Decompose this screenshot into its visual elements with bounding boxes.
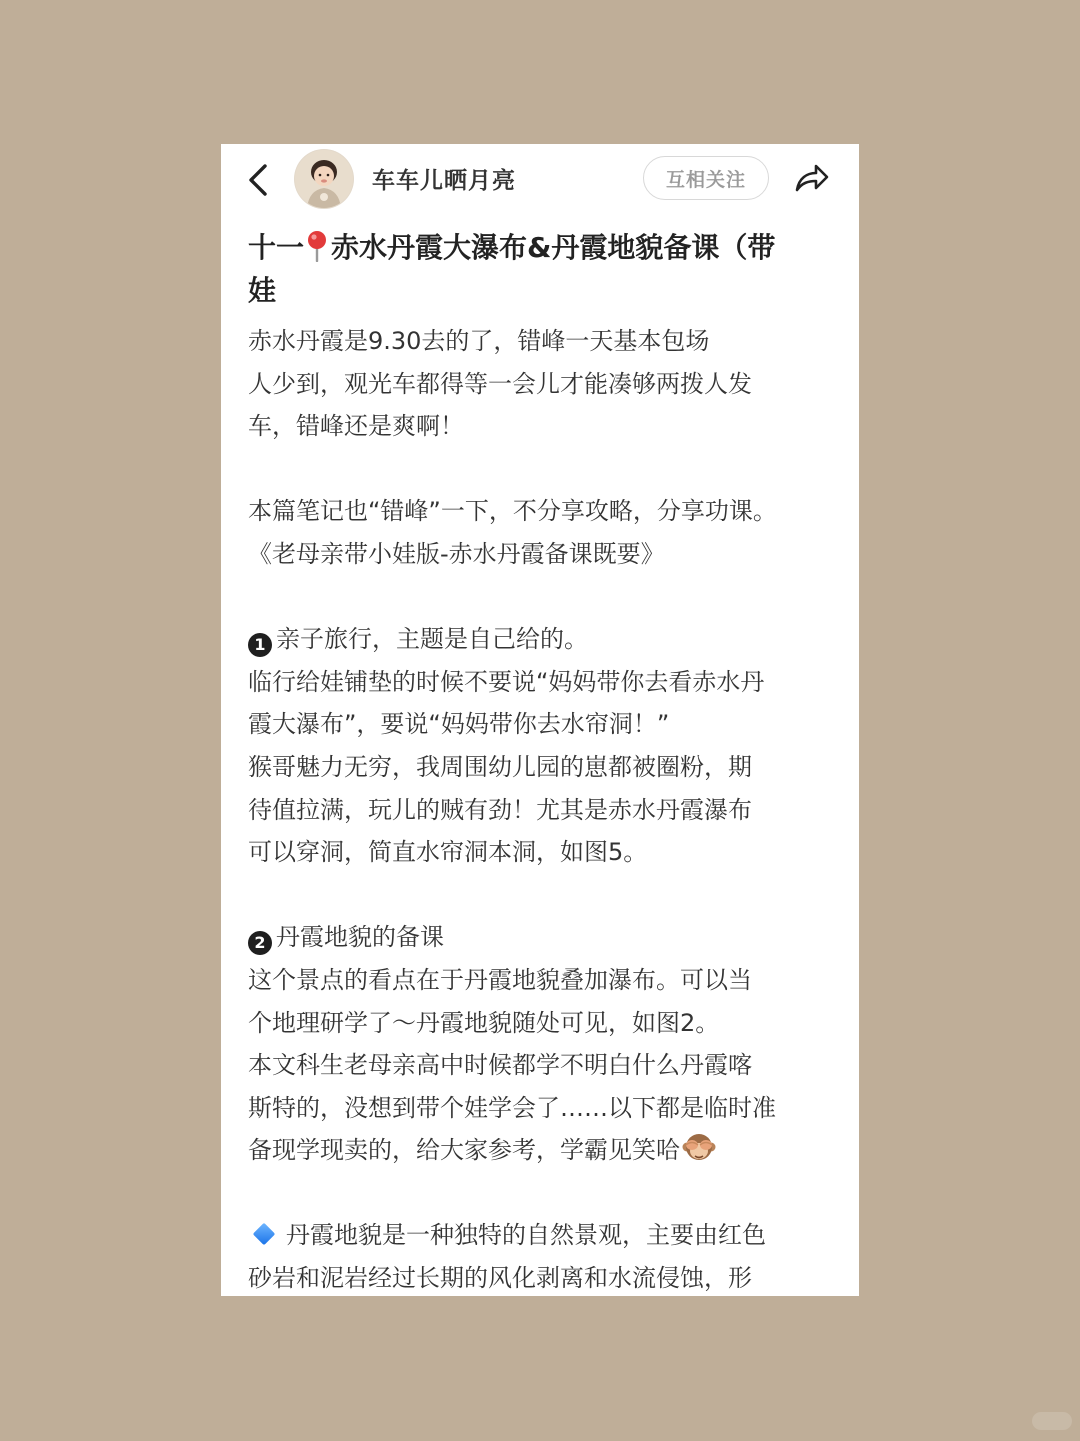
see-no-evil-monkey-icon bbox=[682, 1132, 716, 1164]
blank-line bbox=[248, 576, 848, 619]
body-line: 这个景点的看点在于丹霞地貌叠加瀑布。可以当 bbox=[248, 965, 752, 994]
share-arrow-icon bbox=[791, 158, 831, 198]
share-button[interactable] bbox=[791, 158, 831, 198]
body-line-with-emoji bbox=[248, 1129, 848, 1172]
body-line: 个地理研学了～丹霞地貌随处可见，如图2。 bbox=[248, 1008, 720, 1037]
body-line: 本文科生老母亲高中时候都学不明白什么丹霞喀 bbox=[248, 1051, 752, 1080]
body-line: 可以穿洞，简直水帘洞本洞，如图5。 bbox=[248, 838, 648, 867]
title-line-2: 娃 bbox=[248, 274, 277, 307]
body-line: 砂岩和泥岩经过长期的风化剥离和水流侵蚀，形 bbox=[248, 1264, 752, 1293]
body-line: 猴哥魅力无穷，我周围幼儿园的崽都被圈粉，期 bbox=[248, 752, 752, 781]
post-card bbox=[221, 144, 859, 1296]
section-1-heading-text: 亲子旅行，主题是自己给的。 bbox=[276, 625, 588, 654]
top-bar bbox=[221, 144, 859, 216]
section-1-heading bbox=[248, 618, 848, 661]
body-line-text: 备现学现卖的，给大家参考，学霸见笑哈 bbox=[248, 1136, 680, 1165]
post-title bbox=[248, 226, 838, 312]
post-body bbox=[248, 320, 848, 1296]
bullet-line bbox=[248, 1214, 848, 1257]
section-2-heading bbox=[248, 916, 848, 959]
chevron-left-icon bbox=[243, 160, 279, 200]
body-line: 赤水丹霞是9.30去的了，错峰一天基本包场 bbox=[248, 327, 710, 355]
round-pushpin-icon bbox=[306, 230, 328, 262]
title-prefix: 十一 bbox=[248, 231, 305, 264]
body-line: 车，错峰还是爽啊！ bbox=[248, 412, 464, 441]
body-line: 霞大瀑布”，要说“妈妈带你去水帘洞！” bbox=[248, 710, 670, 739]
watermark bbox=[1032, 1412, 1072, 1430]
blank-line bbox=[248, 1172, 848, 1215]
blue-diamond-icon bbox=[253, 1223, 276, 1246]
bullet-line-text: 丹霞地貌是一种独特的自然景观，主要由红色 bbox=[286, 1221, 766, 1250]
body-line: 待值拉满，玩儿的贼有劲！尤其是赤水丹霞瀑布 bbox=[248, 795, 752, 824]
back-button[interactable] bbox=[243, 160, 279, 200]
author-name[interactable]: 车车儿晒月亮 bbox=[372, 168, 516, 194]
avatar-image bbox=[295, 150, 353, 208]
blank-line bbox=[248, 448, 848, 491]
number-badge-1: 1 bbox=[248, 633, 272, 657]
avatar[interactable] bbox=[295, 150, 353, 208]
body-line: 本篇笔记也“错峰”一下，不分享攻略，分享功课。 bbox=[248, 497, 777, 526]
number-badge-2: 2 bbox=[248, 931, 272, 955]
body-line: 人少到，观光车都得等一会儿才能凑够两拨人发 bbox=[248, 369, 752, 398]
section-2-heading-text: 丹霞地貌的备课 bbox=[276, 923, 444, 952]
blank-line bbox=[248, 874, 848, 917]
follow-button[interactable]: 互相关注 bbox=[643, 156, 769, 200]
title-main: 赤水丹霞大瀑布&丹霞地貌备课（带 bbox=[331, 231, 776, 264]
body-line: 《老母亲带小娃版-赤水丹霞备课既要》 bbox=[248, 539, 665, 568]
body-line: 临行给娃铺垫的时候不要说“妈妈带你去看赤水丹 bbox=[248, 667, 765, 696]
body-line: 斯特的，没想到带个娃学会了……以下都是临时准 bbox=[248, 1093, 776, 1122]
